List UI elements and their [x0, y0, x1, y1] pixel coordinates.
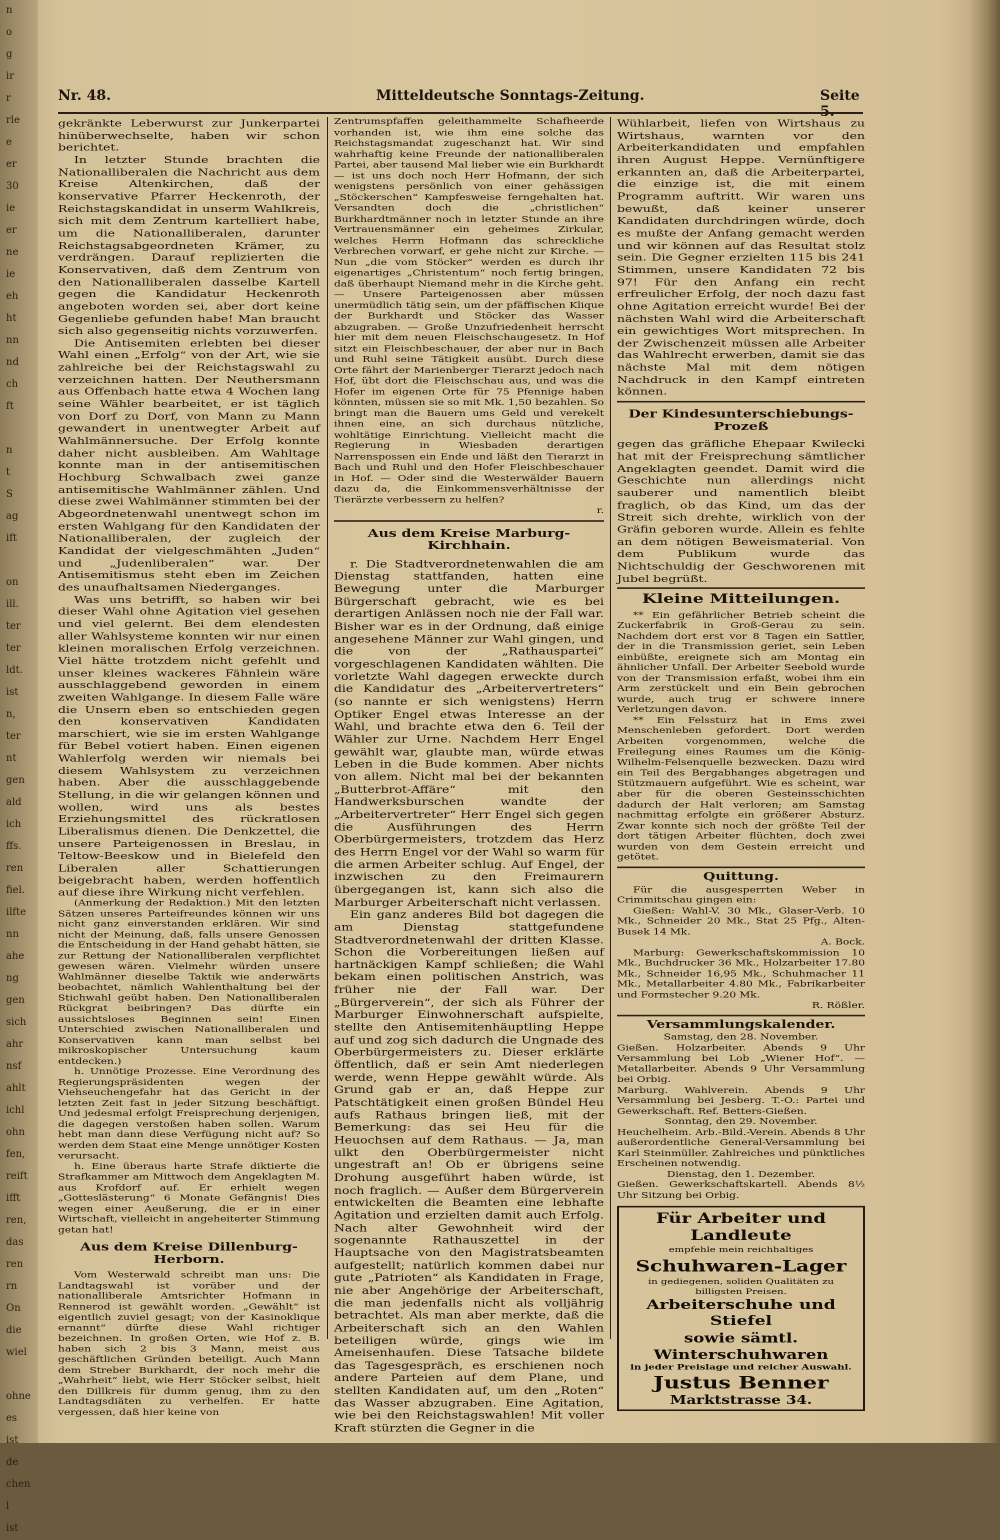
adjacent-page-fragment: fen, — [6, 1149, 26, 1160]
newspaper-title: Mitteldeutsche Sonntags-Zeitung. — [376, 88, 645, 104]
section-heading: Der Kindesunterschiebungs-Prozeß — [628, 408, 854, 433]
adjacent-page-fragment: ist — [6, 687, 19, 698]
signature: r. — [596, 505, 604, 516]
adjacent-page-fragment: ichl — [6, 1105, 25, 1116]
adjacent-page-fragment: gen — [6, 775, 25, 786]
paragraph: Wühlarbeit, liefen von Wirtshaus zu Wirtshaus, warnten vor den Arbeiterkandidaten und empfahlen ihren August Heppe. Vernünftigere erkannten an, daß die Arbeiterpartei, die einzige ist, die mit einem Programm auftritt. Wir waren uns bewußt, daß keiner unserer Kandidaten durchdringen würde, doch es mußte der Anfang gemacht werden und wir können auf das Resultat stolz sein. Die Gegner erzielten 115 bis 241 Stimmen, unsere Kandidaten 72 bis 97! Für den Anfang ein recht erfreulicher Erfolg, der noch dazu fast ohne Agitation erreicht wurde! Bei der nächsten Wahl wird die Arbeiterschaft ein gewichtiges Wort mitsprechen. In der Zwischenzeit müssen alle Arbeiter das Wahlrecht erwerben, damit sie das nächste Mal mit dem nötigen Nachdruck in den Kampf eintreten können. — [617, 117, 865, 398]
adjacent-page-fragment: ren — [6, 1259, 24, 1270]
adjacent-page-fragment: er — [6, 225, 17, 236]
adjacent-page-fragment: nd — [6, 357, 19, 368]
adjacent-page-fragment: rn — [6, 1281, 18, 1292]
adjacent-page-fragment: nsf — [6, 1061, 22, 1072]
section-heading: Versammlungskalender. — [646, 1018, 836, 1031]
adjacent-page-fragment: n — [6, 5, 13, 16]
adjacent-page-fragment: ahe — [6, 951, 25, 962]
adjacent-page-fragment: ill. — [6, 599, 19, 610]
column-3 — [617, 117, 865, 1411]
adjacent-page-fragment — [6, 418, 38, 440]
page-edge-shadow — [968, 0, 1000, 1443]
adjacent-page-fragment: sich — [6, 1017, 27, 1028]
adjacent-page-fragment: e — [6, 137, 12, 148]
adjacent-page-fragment: ch — [6, 379, 19, 390]
ad-product-line: Arbeiterschuhe und Stiefel — [646, 1297, 836, 1330]
header-rule — [58, 112, 863, 114]
adjacent-page-fragment: chen — [6, 1479, 31, 1490]
paragraph: r. Die Stadtverordnetenwahlen die am Dienstag stattfanden, hatten eine Bewegung unter die Marburger Bürgerschaft gebracht, wie es bei derartigen Anlässen noch nie der Fall war. Bisher war es in der Ordnung, daß einige angesehene Männer zur Wahl gingen, und die von der „Rathauspartei“ vorgeschlagenen Kandidaten wählten. Die vorletzte Wahl dagegen erweckte durch die Kandidatur des „Arbeitervertreters“ (so nannte er sich wenigstens) Herrn Optiker Engel etwas Interesse an der Wahl, und brachte etwa den 6. Teil der Wähler zur Urne. Nachdem Herr Engel gewählt war, glaubte man, würde etwas Leben in die Bude kommen. Aber nichts von allem. Nicht mal bei der bekannten „Butterbrot-Affäre“ mit den Handwerksburschen wandte der „Arbeitervertreter“ Herr Engel sich gegen die Ausführungen des Herrn Oberbürgermeisters, trotzdem das Herz des Herrn Engel vor der Wahl so warm für die armen Arbeiter schlug. Auf Engel, der inzwischen zu den Freimaurern übergegangen ist, kann sich also die Marburger Arbeiterschaft nicht verlassen. — [334, 557, 604, 908]
adjacent-page-fragment: 30 — [6, 181, 19, 192]
section-heading: Aus dem Kreise Dillenburg-Herborn. — [80, 1240, 298, 1266]
adjacent-page-fragment: ter — [6, 731, 21, 742]
calendar-entry: Marburg. Wahlverein. Abends 9 Uhr Versammlung bei Jesberg. T.-O.: Partei und Gewerkschaft. Ref. Betters-Gießen. — [617, 1085, 865, 1116]
adjacent-page-fragment: ich — [6, 819, 22, 830]
ad-text: in gediegenen, soliden Qualitäten zu billigsten Preisen. — [648, 1277, 834, 1297]
adjacent-page-fragment: rle — [6, 115, 20, 126]
adjacent-page-fragment: ift — [6, 533, 17, 544]
adjacent-page-fragment: On — [6, 1303, 21, 1314]
adjacent-page-fragment: ie — [6, 203, 16, 214]
adjacent-page-fragment: ag — [6, 511, 19, 522]
column-rule — [327, 117, 328, 1339]
adjacent-page-fragment: ohn — [6, 1127, 25, 1138]
adjacent-page-fragment: ren — [6, 863, 24, 874]
advertisement — [617, 1206, 865, 1411]
ad-text: in jeder Preislage und reicher Auswahl. — [630, 1363, 852, 1373]
paragraph: Die Antisemiten erlebten bei dieser Wahl einen „Erfolg“ von der Art, wie sie zahlreiche bei der Reichstagswahl zu verzeichnen hatten. Der Neuthersmann aus Offenbach hatte etwa 4 Wochen lang seine Wähler bearbeitet, er ist täglich von Dorf zu Dorf, von Mann zu Mann gewandert in unentwegter Arbeit auf Wahlmännersuche. Der Erfolg konnte daher nicht ausbleiben. Am Wahltage konnte man in der antisemitischen Hochburg Schwalbach zwei ganze antisemitische Wahlmänner zählen. Und diese zwei Wahlmänner stimmten bei der Abgeordnetenwahl unentwegt schon im ersten Wahlgang für den Kandidaten der Nationalliberalen, der zugleich der Kandidat der vielgeschmähten „Juden“ und „Judenliberalen“ war. Der Antisemitismus steht eben im Zeichen des unaufhaltsamen Niederganges. — [58, 336, 320, 593]
adjacent-page-fragment: de — [6, 1457, 19, 1468]
adjacent-page-fragment: t — [6, 467, 11, 478]
divider — [617, 588, 865, 590]
divider — [617, 1014, 865, 1016]
adjacent-page-fragment: ie — [6, 269, 16, 280]
adjacent-page-fragment: das — [6, 1237, 24, 1248]
adjacent-page-fragment: ne — [6, 247, 19, 258]
adjacent-page-fragment: ter — [6, 621, 21, 632]
editor-note: (Anmerkung der Redaktion.) Mit den letzten Sätzen unseres Parteifreundes können wir uns nicht ganz einverstanden erklären. Wir sind nicht der Meinung, daß, falls unsere Genossen die Entscheidung in der Hand gehabt hätten, sie zur Rettung der Nationalliberalen verpflichtet gewesen wären. Vielmehr würden unsere Wahlmänner dieselbe Taktik wie anderwärts beobachtet, nämlich Wahlenthaltung bei der Stichwahl geübt haben. Den Nationalliberalen Rückgrat beibringen? Das dürfte ein aussichtsloses Beginnen sein! Einen Unterschied zwischen Nationalliberalen und Konservativen kann man selbst bei mikroskopischer Untersuchung kaum entdecken.) — [58, 898, 320, 1066]
adjacent-page-fragment: n — [6, 445, 13, 456]
calendar-date: Sonntag, den 29. November. — [664, 1117, 818, 1127]
adjacent-page-fragment: ht — [6, 313, 17, 324]
paragraph: Ein ganz anderes Bild bot dagegen die am Dienstag stattgefundene Stadtverordnetenwahl der dritten Klasse. Schon die Vorbereitungen ließen auf hartnäckigen Kampf schließen; die Wahl bekam einen politischen Anstrich, was früher nie der Fall war. Der „Bürgerverein“, der sich als Führer der Marburger Einwohnerschaft aufspielte, stellte den Antisemitenhäuptling Heppe auf und zog sich dadurch die Ungnade des Oberbürgermeisters zu. Dieser erklärte öffentlich, daß er sein Amt niederlegen werde, wenn Heppe gewählt würde. Als Grund gab er an, daß Heppe zur Patschtätigkeit einen großen Bündel Heu aufs Rathaus bringen ließ, mit der Bemerkung: das sei Heu für die Heuochsen auf dem Rathaus. — Ja, man ulkt den Oberbürgermeister nicht ungestraft an! Ob er übrigens seine Drohung ausgeführt haben würde, ist noch fraglich. — Außer dem Bürgerverein entwickelten die Beamten eine lebhafte Agitation und erzielten damit auch Erfolg. Nach alter Gewohnheit wird der sogenannte Rathauszettel in der Hauptsache von den Magistratsbeamten aufgestellt; natürlich kommen dabei nur gute „Patrioten“ als Kandidaten in Frage, nie aber Angehörige der Arbeiterschaft, die man jedenfalls nicht als volljährig betrachtet. Als man aber merkte, daß die Arbeiterschaft sich an den Wahlen beteiligen würde, gings wie im Ameisenhaufen. Diese Tatsache bildete das Tagesgespräch, es erschienen noch andere Parteien auf dem Plane, und stellten Kandidaten auf, um den „Roten“ das Wasser abzugraben. Eine Agitation, wie bei den Reichstagswahlen! Mit voller Kraft stürzten die Gegner in die — [334, 908, 604, 1434]
paragraph: Marburg: Gewerkschaftskommission 10 Mk., Buchdrucker 36 Mk., Holzarbeiter 17.80 Mk., Schneider 16,95 Mk., Schuhmacher 11 Mk., Metallarbeiter 4.80 Mk., Fabrikarbeiter und Formstecher 9.20 Mk. — [617, 948, 865, 1000]
adjacent-page-fragment: r — [6, 93, 11, 104]
adjacent-page-fragment: nn — [6, 335, 19, 346]
adjacent-page-fragment: l — [6, 1501, 10, 1512]
column-rule — [610, 117, 611, 1339]
adjacent-page-fragment: on — [6, 577, 19, 588]
news-item: h. Unnötige Prozesse. Eine Verordnung des Regierungspräsidenten wegen der Viehseuchengefahr hat das Gericht in der letzten Zeit fast in jeder Sitzung beschäftigt. Und jedesmal erfolgt Freisprechung derjenigen, die dagegen verstoßen haben sollen. Warum hebt man dann diese Verfügung nicht auf? So werden dem Staat eine Menge unnötiger Kosten verursacht. — [58, 1067, 320, 1161]
adjacent-page-fragment: er — [6, 159, 17, 170]
adjacent-page-fragment: ifft — [6, 1193, 21, 1204]
column-2 — [334, 117, 604, 1434]
news-item: ** Ein Felssturz hat in Ems zwei Menschenleben gefordert. Dort werden Arbeiten vorgenommen, welche die Freilegung eines Raumes um die König-Wilhelm-Felsenquelle bezwecken. Dazu wird ein Teil des Bergabhanges abgetragen und Stützmauern aufgeführt. Wie es scheint, war aber für die oberen Gesteinsschichten dadurch der Halt verloren; am Samstag nachmittag erfolgte ein größerer Absturz. Zwar konnte sich noch der größte Teil der dort tätigen Arbeiter flüchten, doch zwei wurden von dem Gestein erreicht und getötet. — [617, 715, 865, 863]
adjacent-page-fragment: ald — [6, 797, 22, 808]
adjacent-page-fragment: ren, — [6, 1215, 27, 1226]
adjacent-page-fragment: nn — [6, 929, 19, 940]
adjacent-page-fragment: ahlt — [6, 1083, 26, 1094]
paragraph: gekränkte Leberwurst zur Junkerpartei hinüberwechselte, haben wir schon berichtet. — [58, 117, 320, 154]
paragraph: gegen das gräfliche Ehepaar Kwilecki hat mit der Freisprechung sämtlicher Angeklagten geendet. Damit wird die Geschichte nun allerdings nicht sauberer und namentlich bleibt fraglich, ob das Kind, um das der Streit sich drehte, wirklich von der Gräfin geboren wurde. Allein es fehlte an dem nötigen Beweismaterial. Von dem Publikum wurde das Nichtschuldig der Geschworenen mit Jubel begrüßt. — [617, 437, 865, 584]
adjacent-page-fragment: eh — [6, 291, 19, 302]
adjacent-page-fragment: fiel. — [6, 885, 25, 896]
adjacent-page-fragment: nt — [6, 753, 17, 764]
adjacent-page-fragment: ft — [6, 401, 14, 412]
ad-product-line: sowie sämtl. Winterschuhwaren — [653, 1330, 829, 1363]
adjacent-page-fragment: ldt. — [6, 665, 23, 676]
ad-headline: Für Arbeiter und Landleute — [656, 1210, 826, 1245]
paragraph: Zentrumspfaffen geleithammelte Schafheerde vorhanden ist, wie ihm eine solche das Reichstagsmandat zugeschanzt hat. Wir sind wahrhaftig keine Freunde der nationalliberalen Partei, aber tausend Mal lieber wie ein Burkhardt — ist uns doch noch Herr Hofmann, der sich wenigstens persönlich von einer gehässigen „Stöckerschen“ Kampfesweise ferngehalten hat. Versandten doch die „christlichen“ Burkhardtmänner noch in letzter Stunde an ihre Vertrauensmänner ein geheimes Zirkular, welches Herrn Hofmann das schreckliche Verbrechen vorwarf, er gehe nicht zur Kirche. — Nun „die vom Stöcker“ werden es durch ihr eigenartiges „Christentum“ noch fertig bringen, daß überhaupt Niemand mehr in die Kirche geht. — Unsere Parteigenossen aber müssen unermüdlich tätig sein, um der pfäffischen Klique der Burkhardt und Stöcker das Wasser abzugraben. — Große Unzufriedenheit herrscht hier mit dem neuen Fleischschaugesetz. In Hof sitzt ein Fleischbeschauer, der aber nur in Bach und Ruhl seine Tätigkeit ausübt. Durch diese Orte fährt der Marienberger Tierarzt jedoch nach Hof, übt dort die Fleischschau aus, und was die Hofer im eigenen Orte für 75 Pfennige haben könnten, müssen sie so mit Mk. 1,50 bezahlen. So bringt man die Bauern ums Geld und verekelt ihnen eine, an sich durchaus nützliche, wohltätige Einrichtung. Vielleicht macht die Regierung in Wiesbaden derartigen Narrenspossen ein Ende und läßt den Tierarzt in Bach und Ruhl und den Hofer Fleischbeschauer in Hof. — Oder sind die Westerwälder Bauern dazu da, die Einkommensverhältnisse der Tierärzte verbessern zu helfen? — [334, 117, 604, 505]
news-item: h. Eine überaus harte Strafe diktierte die Strafkammer am Mittwoch dem Angeklagten M. aus Krofdorf auf. Er erhielt wegen „Gotteslästerung“ 6 Monate Gefängnis! Dies wegen einer Aeußerung, die er in einer Wirtschaft, vielleicht in angeheiterter Stimmung getan hat! — [58, 1161, 320, 1235]
calendar-date: Dienstag, den 1. Dezember. — [666, 1169, 816, 1180]
paragraph: In letzter Stunde brachten die Nationalliberalen die Nachricht aus dem Kreise Altenkirchen, daß der konservative Pfarrer Heckenroth, der Reichstagskandidat in unserm Wahlkreis, sich mit dem Zentrum kartelliert habe, um die Nationalliberalen, darunter Reichstagsabgeordneten Krämer, zu verdrängen. Darauf replizierten die Konservativen, daß dem Zentrum von den Nationalliberalen dasselbe Kartell gegen die Kandidatur Heckenroth angeboten worden sei, aber dort keine Gegenliebe gefunden habe! Man braucht sich also gegenseitig nichts vorzuwerfen. — [58, 153, 320, 337]
adjacent-page-edge — [0, 0, 38, 1534]
adjacent-page-fragment — [6, 1364, 38, 1386]
calendar-entry: Gießen. Holzarbeiter. Abends 9 Uhr Versammlung bei Lob „Wiener Hof“. — Metallarbeiter. Abends 9 Uhr Versammlung bei Orbig. — [617, 1043, 865, 1085]
adjacent-page-fragment: ahr — [6, 1039, 24, 1050]
ad-text: empfehle mein reichhaltiges — [668, 1245, 814, 1255]
adjacent-page-fragment: n, — [6, 709, 16, 720]
adjacent-page-fragment: o — [6, 27, 13, 38]
adjacent-page-fragment: g — [6, 49, 13, 60]
adjacent-page-fragment: ter — [6, 643, 21, 654]
paragraph: Was uns betrifft, so haben wir bei dieser Wahl ohne Agitation viel gesehen und viel gelernt. Bei dem elendesten aller Wahlsysteme konnten wir nur einen kleinen moralischen Erfolg verzeichnen. Viel hätte trotzdem nicht gefehlt und unser kleines wackeres Fähnlein wäre ausschlaggebend geworden in einem zweiten Wahlgange. In diesem Falle wäre die Unsern eben so entschieden gegen den konservativen Kandidaten marschiert, wie sie im ersten Wahlgange für Bebel votiert haben. Einen eigenen Wahlerfolg werden wir niemals bei diesem Wahlsystem zu verzeichnen haben. Aber die ausschlaggebende Stellung, in die wir gelangen können und wollen, wird uns als bestes Erziehungsmittel des rückratlosen Liberalismus dienen. Die Denkzettel, die unsere Parteigenossen in Breslau, in Teltow-Beeskow und in Bielefeld den Liberalen aller Schattierungen beigebracht haben, werden hoffentlich auf diese ihre Wirkung nicht verfehlen. — [58, 593, 320, 899]
signature: A. Bock. — [820, 937, 865, 947]
ad-address: Marktstrasse 34. — [669, 1393, 813, 1408]
divider — [334, 520, 604, 522]
section-heading: Aus dem Kreise Marburg-Kirchhain. — [367, 527, 571, 553]
issue-number: Nr. 48. — [58, 88, 111, 104]
paragraph: Für die ausgesperrten Weber in Crimmitschau gingen ein: — [617, 884, 865, 905]
column-1 — [58, 117, 320, 1418]
adjacent-page-fragment: ist — [6, 1435, 19, 1446]
adjacent-page-fragment: wiel — [6, 1347, 27, 1358]
paragraph: Vom Westerwald schreibt man uns: Die Landtagswahl ist vorüber und der nationalliberale Amtsrichter Hofmann in Rennerod ist gewählt worden. „Gewählt“ ist eigentlich zuviel gesagt; von der Kasinoklique ernannt“ dürfte diese Wahl richtiger bezeichnen. In großen Orten, wie Hof z. B. haben sich 2 bis 3 Mann, meist aus geschäftlichen Gründen beteiligt. Auch Mann dem Streber Burkhardt, der noch mehr die „Wahrheit“ liebt, wie Herr Stöcker selbst, hielt den Dillkreis für dumm genug, ihm zu den Landtagsdiäten zu verhelfen. Er hatte vergessen, daß hier keine von — [58, 1270, 320, 1418]
ad-shop-name: Schuhwaren-Lager — [635, 1256, 847, 1276]
signature: R. Rößler. — [811, 1000, 865, 1011]
adjacent-page-fragment: ilfte — [6, 907, 27, 918]
adjacent-page-fragment: ohne — [6, 1391, 31, 1402]
section-heading: Quittung. — [703, 870, 779, 883]
calendar-date: Samstag, den 28. November. — [663, 1032, 819, 1043]
ad-owner-name: Justus Benner — [653, 1372, 829, 1394]
adjacent-page-fragment: ist — [6, 1523, 19, 1534]
adjacent-page-fragment: S — [6, 489, 13, 500]
adjacent-page-fragment — [6, 550, 38, 572]
divider — [617, 867, 865, 869]
adjacent-page-fragment: ng — [6, 973, 19, 984]
adjacent-page-fragment: ir — [6, 71, 14, 82]
adjacent-page-fragment: gen — [6, 995, 25, 1006]
adjacent-page-fragment: ffs. — [6, 841, 22, 852]
section-heading: Kleine Mitteilungen. — [641, 591, 840, 608]
page-header — [58, 88, 858, 112]
paragraph: Gießen: Wahl-V. 30 Mk., Glaser-Verb. 10 Mk., Schneider 20 Mk., Stat 25 Pfg., Alten-Busek 14 Mk. — [617, 906, 865, 937]
divider — [617, 401, 865, 403]
calendar-entry: Heuchelheim. Arb.-Bild.-Verein. Abends 8 Uhr außerordentliche General-Versammlung bei Karl Steinmüller. Zahlreiches und pünktliches Erscheinen notwendig. — [617, 1127, 865, 1169]
news-item: ** Ein gefährlicher Betrieb scheint die Zuckerfabrik in Groß-Gerau zu sein. Nachdem dort erst vor 8 Tagen ein Sattler, der in die Transmission geriet, sein Leben einbüßte, ereignete sich am Montag ein ähnlicher Unfall. Der Arbeiter Seebold wurde von der Transmission erfaßt, wobei ihm ein Arm zerstückelt und ein Bein gebrochen wurde, auch trug er schwere innere Verletzungen davon. — [617, 610, 865, 715]
adjacent-page-fragment: reift — [6, 1171, 28, 1182]
calendar-entry: Gießen. Gewerkschaftskartell. Abends 8½ Uhr Sitzung bei Orbig. — [617, 1180, 865, 1201]
adjacent-page-fragment: die — [6, 1325, 22, 1336]
adjacent-page-fragment: es — [6, 1413, 18, 1424]
page-number: Seite — [820, 88, 860, 104]
